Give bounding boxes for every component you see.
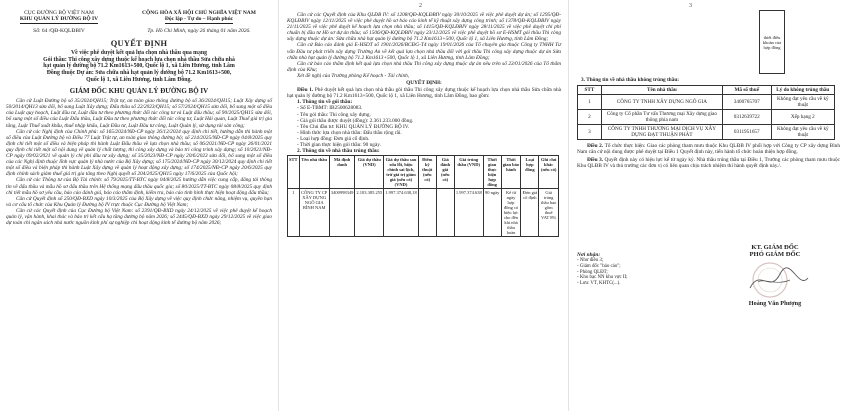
cell: 0311951657 [722, 125, 771, 140]
section-3-title: 3. Thông tin về nhà thầu không trúng thầu: [581, 77, 680, 83]
cell: Kể từ ngày hợp đồng có hiệu lực cho đến khi nhà thầu hoàn [501, 189, 521, 237]
table-row [578, 95, 835, 110]
col-header: Tên nhà thầu [299, 156, 329, 189]
cell: 1 [288, 189, 300, 237]
table-row [578, 125, 835, 140]
signature-scribble [730, 260, 820, 304]
signature-block [715, 244, 835, 307]
cell: CÔNG TY TNHH XÂY DỰNG NGÔ GIA [601, 95, 722, 110]
col-header: Tên nhà thầu [601, 86, 722, 95]
recipient-item: - Lưu: VT, KHTC(...). [577, 281, 621, 287]
continued-table [759, 10, 785, 74]
page-1 [0, 0, 278, 411]
signer-name: Hoàng Văn Phượng [748, 300, 802, 307]
cell: 2.103.385.255 [355, 189, 384, 237]
cell: 1 [578, 95, 602, 110]
col-header: Lý do không trúng thầu [771, 86, 834, 95]
page-number: 3 [689, 3, 692, 9]
document-header [0, 0, 278, 34]
recipient-item: - Như điều 3; [577, 258, 604, 263]
document-number: Số: 64 /QĐ-KQLĐBIV [33, 27, 85, 34]
cell: Công ty Cổ phần Tư vấn Thương mại Xây dựng giao thông phía nam [601, 110, 722, 125]
country-line-1: CỘNG HÒA XÃ HỘI CHỦ NGHĨA VIỆT NAM [142, 10, 256, 16]
article-2-label: Điều 2. [587, 143, 604, 150]
country-line-2: Độc lập - Tự do – Hạnh phúc [164, 16, 234, 23]
cell: thiết điều khoản của hợp đồng [760, 11, 785, 74]
section-1-item: - Giá gói thầu được duyệt (đồng): 2.361.233.000 đồng. [297, 117, 414, 124]
loser-table-header [578, 86, 835, 95]
recipients-title: Nơi nhận: [577, 252, 601, 258]
legal-paragraph: Căn cứ báo cáo thẩm định kết quả lựa chọn nhà thầu Thi công xây dựng thuộc dự án nêu trên số 23/01/2026 của Tổ thẩm định của Khu; [287, 60, 561, 73]
section-1-item: - Số E-TBMT: IB2500628083. [297, 105, 363, 112]
cell: 90 ngày [483, 189, 501, 237]
article-1-label: Điều 1. [297, 87, 314, 94]
director-heading: GIÁM ĐỐC KHU QUẢN LÝ ĐƯỜNG BỘ IV [69, 87, 209, 96]
legal-paragraph: Căn cứ các Quyết định của Khu QLĐB IV: số 1208/QĐ-KQLĐBIV ngày 30/10/2025 về việc phê duyệt dự án; số 1295/QĐ-KQLĐBIV ngày 12/11/2025 về việc phê duyệt hồ sơ báo cáo kinh tế kỹ thuật xây dựng công trình; số 1378/QĐ-KQLĐBIV ngày 21/11/2025 về việc phê duyệt kế hoạch lựa chọn nhà thầu; số 1415/QĐ-KQLĐBIV ngày 28/11/2025 về việc phê duyệt chi phí chuẩn bị đầu tư Hồ sơ dự án thầu; số 1506/QĐ-KQLĐBIV ngày 23/12/2025 về việc phê duyệt hồ sơ E-HSMT gói thầu Thi công xây dựng thuộc dự án: Sửa chữa nhà hạt quản lý đường bộ 71.2 Km1613+500, Quốc lộ 1, xã Liên Hương, tỉnh Lâm Đồng; [287, 12, 561, 43]
article-1-text: Phê duyệt kết quả lựa chọn nhà thầu gói thầu Thi công xây dựng thuộc kế hoạch lựa chọn nhà thầu Sửa chữa nhà hạt quản lý đường bộ 71.2 Km1613+500, Quốc lộ 1, xã Liên Hương, tỉnh Lâm Đồng, bao gồm: [287, 87, 561, 100]
legal-paragraph: Căn cứ các Thông tư của Bộ Tài chính: số 79/2025/TT-BTC ngày 04/8/2025 hướng dẫn việc cung cấp, đăng tải thông tin về đấu thầu và mẫu hồ sơ đấu thầu trên Hệ thống mạng đấu thầu quốc gia; số 80/2025/TT-BTC ngày 08/8/2025 quy định chi tiết mẫu hồ sơ yêu cầu, báo cáo đánh giá, báo cáo thẩm định, kiểm tra, báo cáo tình hình thực hiện hoạt động đấu thầu; [6, 177, 272, 196]
cell: CÔNG TY CP XÂY DỰNG NGÔ GIA BÌNH NAM [299, 189, 329, 237]
section-1-item: - Loại hợp đồng: Đơn giá cố định. [297, 135, 370, 142]
legal-paragraph: Căn cứ các Nghị định của Chính phủ: số 165/2024/NĐ-CP ngày 26/12/2024 quy định chi tiết, hướng dẫn thi hành một số điều của Luật Đường bộ và Điều 77 Luật Trật tự, an toàn giao thông đường bộ; số 214/2025/NĐ-CP ngày 04/8/2025 quy định chi tiết một số điều và biện pháp thi hành Luật Đấu thầu về lựa chọn nhà thầu; số 06/2021/NĐ-CP ngày 26/01/2021 quy định chi tiết một số nội dung về quản lý chất lượng, thi công xây dựng và bảo trì công trình xây dựng; số 10/2021/NĐ-CP ngày 09/02/2021 về quản lý chi phí đầu tư xây dựng; số 35/2023/NĐ-CP ngày 20/6/2023 sửa đổi, bổ sung một số điều của các Nghị định thuộc lĩnh vực quản lý nhà nước của Bộ Xây dựng; số 175/2024/NĐ-CP ngày 30/12/2024 quy định chi tiết một số điều và biện pháp thi hành Luật Xây dựng về quản lý hoạt động xây dựng; số 174/2025/NĐ-CP ngày 20/6/2025 quy định chính sách giảm thuế giá trị gia tăng theo Nghị quyết số 204/2025/QH15 ngày 17/6/2025 của Quốc hội; [6, 128, 272, 178]
decides-heading: QUYẾT ĐỊNH: [406, 80, 442, 87]
section-1-item: - Tên Chủ đầu tư: KHU QUẢN LÝ ĐƯỜNG BỘ IV. [297, 123, 410, 130]
article-2-text: Tổ chức thực hiện: Giao các phòng tham mưu thuộc Khu QLĐB IV phối hợp với Công ty CP xây dựng Bình Nam căn cứ nội dung được phê duyệt tại Điều 1 Quyết định này, tiến hành tổ chức hoàn thiện hợp đồng. [577, 143, 840, 156]
legal-paragraph: Căn cứ Quyết định số 250/QĐ-BXD ngày 10/3/2025 của Bộ Xây dựng về việc quy định chức năng, nhiệm vụ, quyền hạn và cơ cấu tổ chức của Khu Quản lý Đường bộ IV trực thuộc Cục Đường bộ Việt Nam; [6, 195, 272, 208]
col-header: Mã định danh [329, 156, 355, 189]
article-3-label: Điều 3. [587, 157, 604, 164]
recipient-item: - Kho bạc NN khu vực II; [577, 275, 628, 281]
section-1-title: 1. Thông tin về gói thầu: [297, 99, 353, 106]
subject-line: hạt quản lý đường bộ 71.2 Km1613+500, Quốc lộ 1, xã Liên Hương, tỉnh Lâm [43, 63, 235, 70]
cell [436, 189, 454, 237]
cell: Không đạt yêu cầu về kỹ thuật [771, 95, 834, 110]
legal-paragraph: Căn cứ Luật Đường bộ số 35/2024/QH15; Trật tự, an toàn giao thông đường bộ số 36/2024/QH15; Luật Xây dựng số 50/2014/QH13 sửa đổi, bổ sung Luật Xây dựng; Đấu thầu số 22/2023/QH15; số 57/2024/QH15 sửa đổi, bổ sung một số điều của Luật quy hoạch, Luật đầu tư, Luật đầu tư theo phương thức đối tác công tư và Luật đấu thầu; số 90/2025/QH15 sửa đổi, bổ sung một số điều của Luật Đấu thầu, Luật Đầu tư theo phương thức đối tác công tư, Luật Hải quan, Luật Thuế giá trị gia tăng, Luật Thuế xuất khẩu, thuế nhập khẩu, Luật Đầu tư, Luật Đầu tư công, Luật Quản lý, sử dụng tài sản công; [6, 98, 272, 129]
article-1 [287, 87, 561, 99]
cell: Đơn giá cố định [521, 189, 539, 237]
col-header: Ghi chú khác (nếu có) [539, 156, 559, 189]
document-title: QUYẾT ĐỊNH [110, 39, 168, 49]
article-3 [577, 157, 840, 169]
cell: Không đạt yêu cầu về kỹ thuật [771, 125, 834, 140]
cell: 2 [578, 110, 602, 125]
page-2-body [279, 0, 569, 237]
table-row [578, 110, 835, 125]
col-header: Điểm kỹ thuật (nếu có) [418, 156, 436, 189]
article-2 [577, 143, 840, 155]
legal-basis-section [0, 98, 278, 226]
country-block [124, 10, 274, 34]
col-header: Thời gian thực hiện hợp đồng [483, 156, 501, 189]
cell: 3 [578, 125, 602, 140]
agency-block [4, 10, 114, 34]
col-header: Thời gian bảo hành [501, 156, 521, 189]
col-header: Loại hợp đồng [521, 156, 539, 189]
col-header: STT [288, 156, 300, 189]
signature-line-1: KT. GIÁM ĐỐC [751, 244, 799, 251]
section-1-item: - Hình thức lựa chọn nhà thầu: Đấu thầu rộng rãi. [297, 129, 402, 136]
subject-line: Về việc phê duyệt kết quả lựa chọn nhà thầu qua mạng [70, 50, 208, 57]
cell: 3400998349 [329, 189, 355, 237]
winner-table [287, 155, 559, 237]
section-1-item: - Thời gian thực hiện gói thầu: 90 ngày. [297, 141, 381, 148]
cell: 1.997.374.638 [454, 189, 483, 237]
winner-table-header [288, 156, 559, 189]
loser-table [577, 85, 835, 140]
col-header: Giá đánh giá (nếu có) [436, 156, 454, 189]
page-3 [568, 0, 847, 411]
table-row [760, 11, 785, 74]
cell: Giá trúng thầu bao gồm thuế VAT 8% [539, 189, 559, 237]
subject-line: Đồng thuộc Dự án: Sửa chữa nhà hạt quản lý đường bộ 71.2 Km1613+500, [46, 70, 232, 76]
col-header: Mã số thuế [722, 86, 771, 95]
section-1-item: - Tên gói thầu: Thi công xây dựng. [297, 111, 371, 118]
signature-line-2: PHÓ GIÁM ĐỐC [749, 251, 801, 258]
subject-block [0, 50, 278, 83]
place-date: Tp. Hồ Chí Minh, ngày 26 tháng 01 năm 2026. [147, 27, 251, 34]
agency-line-2: KHU QUẢN LÝ ĐƯỜNG BỘ IV [19, 16, 99, 23]
subject-line: Gói thầu: Thi công xây dựng thuộc kế hoạch lựa chọn nhà thầu Sửa chữa nhà [43, 56, 235, 63]
cell: 3400765707 [722, 95, 771, 110]
page-2 [278, 0, 569, 411]
col-header: Giá dự thầu sau sửa lỗi, hiệu chỉnh sai lệch, trừ giá trị giảm giá (nếu có) (VND) [385, 157, 417, 188]
col-header: Giá trúng thầu (VND) [454, 156, 483, 189]
section-2-title: 2. Thông tin về nhà thầu trúng thầu: [297, 148, 380, 155]
legal-paragraph: Xét đề nghị của Trưởng phòng Kế hoạch - Tài chính, [297, 72, 410, 79]
col-header: STT [578, 86, 602, 95]
article-3-text: Quyết định này có hiệu lực kể từ ngày ký. Nhà thầu trúng thầu tại Điều 1, Trưởng các phòng tham mưu thuộc Khu QLĐB IV và thủ trưởng các đơn vị có liên quan chịu trách nhiệm thi hành quyết định này./. [577, 157, 840, 170]
cell: Xếp hạng 2 [771, 110, 834, 125]
table-row [288, 189, 559, 237]
agency-line-1: CỤC ĐƯỜNG BỘ VIỆT NAM [24, 10, 94, 16]
cell: CÔNG TY TNHH THƯƠNG MẠI DỊCH VỤ XÂY DỰNG ĐẠT THUẬN PHÁT [601, 125, 722, 140]
recipients-block [577, 252, 707, 287]
subject-line: Quốc lộ 1, xã Liên Hương, tỉnh Lâm Đồng. [86, 76, 192, 83]
page-number: 2 [419, 3, 422, 9]
cell: 0312639722 [722, 110, 771, 125]
legal-paragraph: Căn cứ Báo cáo đánh giá E-HSDT số 1901/2026/BCĐG-T4 ngày 19/01/2026 của Tổ chuyên gia thuộc Công ty TNHH Tư vấn Đầu tư phát triển xây dựng Trường An về kết quả lựa chọn nhà thầu đối với gói thầu Thi công xây dựng thuộc dự án Sửa chữa nhà hạt quản lý đường bộ 71.2 Km1613+500, Quốc lộ 1, xã Liên Hương, tỉnh Lâm Đồng; [287, 42, 561, 61]
recipient-item: - Phòng QLĐT; [577, 269, 608, 275]
cell: 1.997.374.638,18 [384, 189, 419, 237]
cell [418, 189, 436, 237]
recipient-item: - Giám đốc "báo cáo"; [577, 263, 621, 269]
legal-paragraph: Căn cứ các Quyết định của Cục Đường bộ Việt Nam: số 2391/QĐ-BXD ngày 24/12/2025 về việc phê duyệt kế hoạch quản lý, vận hành, khai thác và bảo trì kết cấu hạ tầng đường bộ năm 2026; số 2445/QĐ-BXD ngày 29/12/2025 về việc giao dự toán chi ngân sách nhà nước nguồn kinh phí sự nghiệp chi hoạt động kinh tế đường bộ năm 2026; [6, 207, 272, 227]
col-header: Giá dự thầu (VND) [355, 156, 384, 189]
